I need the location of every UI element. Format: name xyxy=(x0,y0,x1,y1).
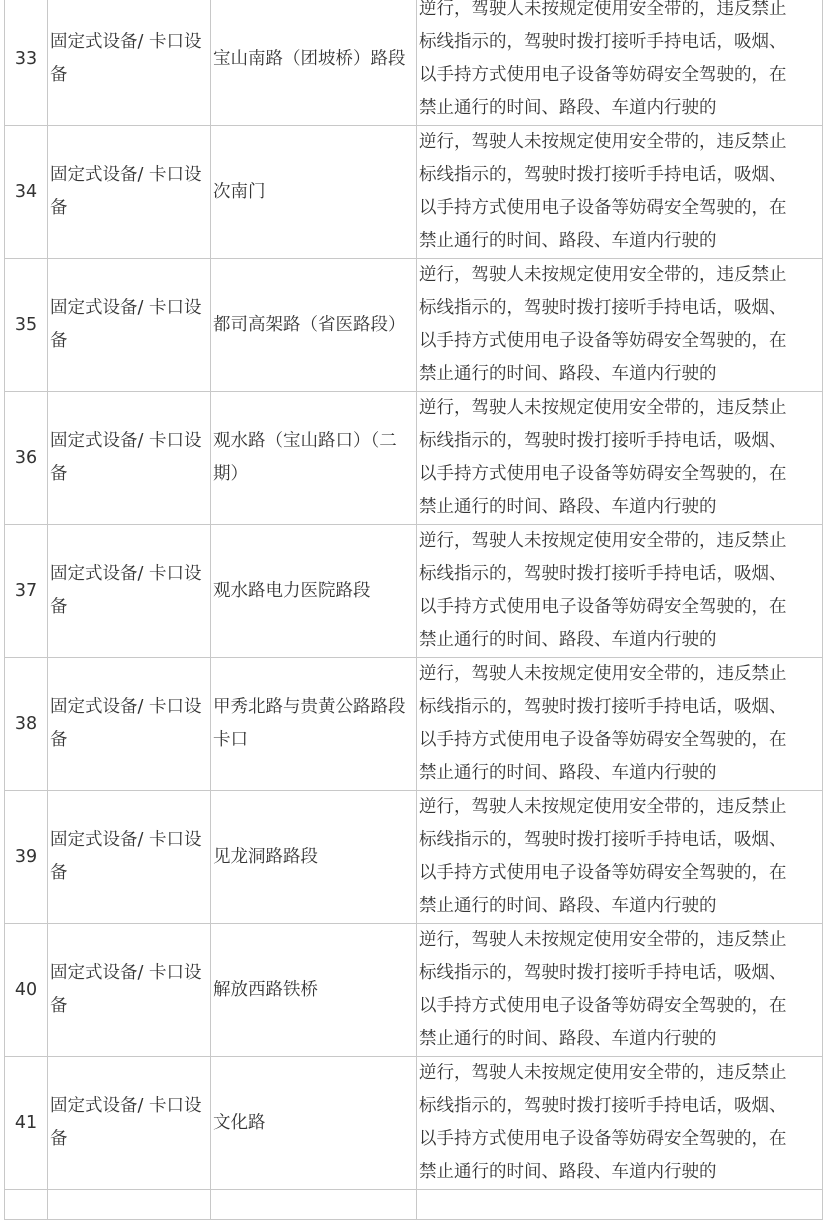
violation-description xyxy=(417,658,823,791)
description-line: 逆行，驾驶人未按规定使用安全带的，违反禁止 xyxy=(419,1063,787,1083)
empty-cell xyxy=(211,1190,417,1220)
table-row xyxy=(5,0,823,126)
description-line: 逆行，驾驶人未按规定使用安全带的，违反禁止 xyxy=(419,797,787,817)
description-line: 禁止通行的时间、路段、车道内行驶的 xyxy=(419,1029,717,1049)
location: 宝山南路（团坡桥）路段 xyxy=(211,0,417,126)
device-type: 固定式设备/ 卡口设备 xyxy=(48,392,211,525)
description-line: 禁止通行的时间、路段、车道内行驶的 xyxy=(419,231,717,251)
description-line: 以手持方式使用电子设备等妨碍安全驾驶的，在 xyxy=(419,996,787,1016)
violation-location-table xyxy=(4,0,823,1220)
description-line: 标线指示的，驾驶时拨打接听手持电话，吸烟、 xyxy=(419,697,787,717)
description-line: 以手持方式使用电子设备等妨碍安全驾驶的，在 xyxy=(419,464,787,484)
violation-description xyxy=(417,791,823,924)
description-line: 禁止通行的时间、路段、车道内行驶的 xyxy=(419,896,717,916)
table-row-partial xyxy=(5,1190,823,1220)
description-line: 逆行，驾驶人未按规定使用安全带的，违反禁止 xyxy=(419,930,787,950)
row-number: 33 xyxy=(5,0,48,126)
location: 甲秀北路与贵黄公路路段卡口 xyxy=(211,658,417,791)
violation-description xyxy=(417,525,823,658)
description-line: 逆行，驾驶人未按规定使用安全带的，违反禁止 xyxy=(419,0,787,19)
description-line: 逆行，驾驶人未按规定使用安全带的，违反禁止 xyxy=(419,132,787,152)
description-line: 禁止通行的时间、路段、车道内行驶的 xyxy=(419,763,717,783)
violation-description xyxy=(417,126,823,259)
description-line: 标线指示的，驾驶时拨打接听手持电话，吸烟、 xyxy=(419,830,787,850)
description-line: 标线指示的，驾驶时拨打接听手持电话，吸烟、 xyxy=(419,32,787,52)
table-row xyxy=(5,924,823,1057)
device-type: 固定式设备/ 卡口设备 xyxy=(48,1057,211,1190)
description-line: 逆行，驾驶人未按规定使用安全带的，违反禁止 xyxy=(419,398,787,418)
device-type: 固定式设备/ 卡口设备 xyxy=(48,126,211,259)
table-row xyxy=(5,1057,823,1190)
table-row xyxy=(5,259,823,392)
location: 观水路电力医院路段 xyxy=(211,525,417,658)
location: 见龙洞路路段 xyxy=(211,791,417,924)
empty-cell xyxy=(417,1190,823,1220)
description-line: 标线指示的，驾驶时拨打接听手持电话，吸烟、 xyxy=(419,431,787,451)
description-line: 禁止通行的时间、路段、车道内行驶的 xyxy=(419,497,717,517)
empty-cell xyxy=(48,1190,211,1220)
device-type: 固定式设备/ 卡口设备 xyxy=(48,0,211,126)
row-number: 39 xyxy=(5,791,48,924)
description-line: 标线指示的，驾驶时拨打接听手持电话，吸烟、 xyxy=(419,963,787,983)
device-type: 固定式设备/ 卡口设备 xyxy=(48,924,211,1057)
location: 观水路（宝山路口）（二期） xyxy=(211,392,417,525)
device-type: 固定式设备/ 卡口设备 xyxy=(48,259,211,392)
violation-description xyxy=(417,1057,823,1190)
description-line: 标线指示的，驾驶时拨打接听手持电话，吸烟、 xyxy=(419,298,787,318)
description-line: 逆行，驾驶人未按规定使用安全带的，违反禁止 xyxy=(419,531,787,551)
table-row xyxy=(5,126,823,259)
description-line: 以手持方式使用电子设备等妨碍安全驾驶的，在 xyxy=(419,730,787,750)
device-type: 固定式设备/ 卡口设备 xyxy=(48,525,211,658)
row-number: 37 xyxy=(5,525,48,658)
description-line: 标线指示的，驾驶时拨打接听手持电话，吸烟、 xyxy=(419,165,787,185)
violation-description xyxy=(417,259,823,392)
location: 都司高架路（省医路段） xyxy=(211,259,417,392)
device-type: 固定式设备/ 卡口设备 xyxy=(48,658,211,791)
description-line: 禁止通行的时间、路段、车道内行驶的 xyxy=(419,364,717,384)
description-line: 以手持方式使用电子设备等妨碍安全驾驶的，在 xyxy=(419,1129,787,1149)
table-row xyxy=(5,392,823,525)
description-line: 禁止通行的时间、路段、车道内行驶的 xyxy=(419,1162,717,1182)
description-line: 标线指示的，驾驶时拨打接听手持电话，吸烟、 xyxy=(419,564,787,584)
violation-description xyxy=(417,0,823,126)
location: 次南门 xyxy=(211,126,417,259)
row-number: 41 xyxy=(5,1057,48,1190)
table-row xyxy=(5,525,823,658)
description-line: 以手持方式使用电子设备等妨碍安全驾驶的，在 xyxy=(419,198,787,218)
table-body xyxy=(5,0,823,1220)
description-line: 以手持方式使用电子设备等妨碍安全驾驶的，在 xyxy=(419,863,787,883)
description-line: 逆行，驾驶人未按规定使用安全带的，违反禁止 xyxy=(419,664,787,684)
description-line: 标线指示的，驾驶时拨打接听手持电话，吸烟、 xyxy=(419,1096,787,1116)
description-line: 以手持方式使用电子设备等妨碍安全驾驶的，在 xyxy=(419,597,787,617)
description-line: 禁止通行的时间、路段、车道内行驶的 xyxy=(419,98,717,118)
description-line: 以手持方式使用电子设备等妨碍安全驾驶的，在 xyxy=(419,331,787,351)
row-number: 34 xyxy=(5,126,48,259)
row-number: 40 xyxy=(5,924,48,1057)
table-row xyxy=(5,658,823,791)
violation-description xyxy=(417,392,823,525)
row-number: 35 xyxy=(5,259,48,392)
table-row xyxy=(5,791,823,924)
description-line: 禁止通行的时间、路段、车道内行驶的 xyxy=(419,630,717,650)
row-number: 36 xyxy=(5,392,48,525)
location: 文化路 xyxy=(211,1057,417,1190)
violation-description xyxy=(417,924,823,1057)
description-line: 逆行，驾驶人未按规定使用安全带的，违反禁止 xyxy=(419,265,787,285)
description-line: 以手持方式使用电子设备等妨碍安全驾驶的，在 xyxy=(419,65,787,85)
empty-cell xyxy=(5,1190,48,1220)
device-type: 固定式设备/ 卡口设备 xyxy=(48,791,211,924)
location: 解放西路铁桥 xyxy=(211,924,417,1057)
row-number: 38 xyxy=(5,658,48,791)
